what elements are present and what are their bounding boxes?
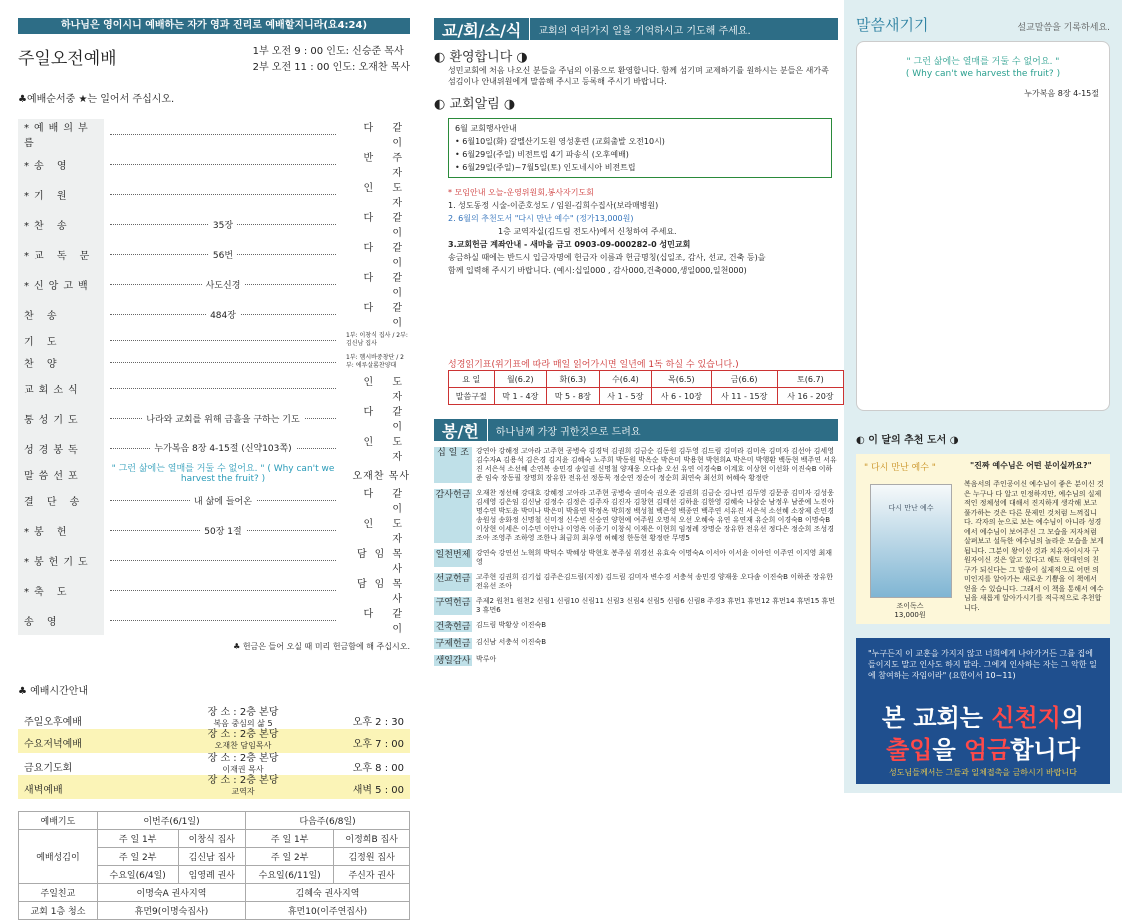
schedule-time: 오후 2 : 30	[352, 717, 404, 728]
welcome-text: 성민교회에 처음 나오신 분들을 주님의 이름으로 환영합니다. 함께 섬기며 교제하기를 원하시는 분들은 새가족 섬김이나 안내위원에게 말씀해 주시고 등록해 주시기 바랍니다.	[448, 66, 829, 86]
order-leader: 다 같 이	[363, 243, 410, 269]
order-label: *송 영	[18, 149, 104, 179]
order-leader: 다 같 이	[363, 213, 410, 239]
offering-row	[434, 621, 838, 632]
order-detail: " 그런 삶에는 열매를 거둘 수 없어요. " ( Why can't we harvest the fruit? )	[104, 463, 342, 485]
order-label: *축 도	[18, 575, 104, 605]
schedule-time: 오후 8 : 00	[352, 763, 404, 774]
offering-names: 주제2 원천1 원천2 신림1 신림10 신림11 신림3 신림4 신림5 신림6 신림8 주경3 휴먼1 휴먼12 휴먼14 휴먼15 휴먼3 휴먼6	[476, 597, 836, 614]
welcome-heading: ◐ 환영합니다 ◑	[434, 50, 528, 65]
schedule-place: 장 소 : 2층 본당 이재권 목사	[207, 753, 279, 774]
order-leader: 인 도 자	[363, 519, 410, 545]
order-leader: 담임목사	[357, 579, 410, 605]
order-leader: 담임목사	[357, 549, 410, 575]
offering-names: 강연아 강해정 고아라 고주현 공병숙 김경덕 김권희 김금순 김동원 김두영 김드림 김미라 김미옥 김미자 김선아 김세영 김수자A 김용석 김은경 김지윤 김혜숙 노주희 박동원 박옥순 박은미 박용현 박현희A 박은미 박행환 백동현 백주연 서유진 서은석 소선혜 손연복 송민경 송일권 신명철 양재웅 오다솜 오선 유연 이경숙B 이계호 이상현 이선화 이진숙B 이하준 임숙 장동필 장명희 장유한 전유선 정동묵 정순연 정순이 정순희 최연숙 최선희 허혜숙 황정란	[476, 447, 837, 482]
service-title: 주일오전예배	[18, 49, 117, 69]
schedule-place: 장 소 : 2층 본당 오재찬 담임목사	[207, 729, 279, 750]
offering-row	[434, 573, 838, 591]
schedule-row	[18, 775, 410, 799]
offering-names: 김신남 서충석 이진숙B	[476, 638, 547, 646]
offering-type: 생일감사	[435, 656, 471, 666]
offering-list	[434, 447, 838, 666]
order-detail	[104, 119, 342, 149]
schedule-name: 새벽예배	[24, 785, 63, 796]
order-label: *교 독 문	[18, 239, 104, 269]
offering-row	[434, 447, 838, 483]
reading-plan: 요 일 월(6.2) 화(6.3) 수(6.4) 목(6.5) 금(6.6) 토(6.7) 말씀구절 막 1 - 4장 막 5 - 8장 사 1 - 5장 사 6 - 10장 사 11 - 15장 사 16 - 20장	[448, 370, 844, 405]
offering-names: 강연숙 강연선 노혁희 박덕수 박혜상 박현호 봉주심 위경선 유효숙 이명숙A 이서아 이서윤 이아인 이주연 이지영 최재영	[476, 549, 832, 566]
offering-names: 고주현 김권희 김기섭 김주은김드림(지정) 김드림 김미자 변수경 서충석 송민경 양재웅 오다솜 이진숙B 이하준 장유한 전유선 조아	[476, 573, 834, 590]
reading-plan-title: 성경읽기표(위기표에 따라 매일 읽어가시면 일년에 1독 하실 수 있습니다.)	[448, 360, 739, 370]
book-author: 조이독스 13,000원	[894, 602, 926, 619]
schedule-place: 장 소 : 2층 본당 교역자	[207, 775, 279, 796]
order-label: 성경봉독	[18, 433, 104, 463]
order-label: *봉헌기도	[18, 545, 104, 575]
order-leader: 반 주 자	[363, 153, 410, 179]
service-time-2: 2부 오전 11 : 00 인도: 오재찬 목사	[252, 62, 410, 73]
sermon-note-header: 말씀새기기 설교말씀을 기록하세요.	[856, 16, 1110, 34]
order-row	[18, 403, 410, 433]
schedule-row	[18, 729, 410, 753]
schedule-time: 새벽 5 : 00	[352, 785, 404, 796]
order-label: 찬 송	[18, 299, 104, 329]
order-row	[18, 149, 410, 179]
offering-row	[434, 655, 838, 666]
offering-bar: 봉/헌 하나님께 가장 귀한것으로 드려요	[434, 419, 838, 441]
order-row	[18, 515, 410, 545]
offering-note: ♣ 헌금은 들어 오실 때 미리 헌금함에 해 주십시오.	[233, 642, 410, 651]
order-label: 통성기도	[18, 403, 104, 433]
order-label: 결 단 송	[18, 485, 104, 515]
order-leader: 인 도 자	[363, 183, 410, 209]
worship-order	[18, 119, 410, 635]
offering-row	[434, 489, 838, 543]
order-label: 찬 양	[18, 351, 104, 373]
news-column	[424, 0, 844, 793]
service-header	[18, 44, 410, 76]
order-leader: 다 같 이	[363, 273, 410, 299]
order-detail: 사도신경	[104, 269, 342, 299]
order-detail: 누가복음 8장 4-15절 (신약103쪽)	[104, 433, 342, 463]
order-detail: 56번	[104, 239, 342, 269]
order-label: *신앙고백	[18, 269, 104, 299]
order-detail: 484장	[104, 299, 342, 329]
order-leader: 오재찬 목사	[352, 470, 410, 482]
order-leader: 다 같 이	[363, 123, 410, 149]
order-leader: 다 같 이	[363, 407, 410, 433]
order-leader: 다 같 이	[363, 489, 410, 515]
order-row	[18, 119, 410, 149]
order-label: *예배의부름	[18, 119, 104, 149]
order-label: 말씀선포	[18, 463, 104, 485]
offering-row	[434, 638, 838, 649]
order-leader: 다 같 이	[363, 609, 410, 635]
order-label: 기 도	[18, 329, 104, 351]
side-column	[844, 0, 1122, 793]
order-row	[18, 605, 410, 635]
offering-type: 선교헌금	[434, 573, 472, 591]
order-row	[18, 329, 410, 351]
offering-type: 구제헌금	[435, 639, 471, 649]
order-row	[18, 373, 410, 403]
book-cover-image: 다시 만난 예수	[870, 484, 952, 598]
order-row	[18, 269, 410, 299]
news-bar: 교/회/소/식 교회의 여러가지 일을 기억하시고 기도해 주세요.	[434, 18, 838, 40]
schedule-time: 오후 7 : 00	[352, 739, 404, 750]
order-label: 송 영	[18, 605, 104, 635]
order-detail: 내 삶에 들어온	[104, 485, 342, 515]
offering-row	[434, 597, 838, 615]
order-row	[18, 485, 410, 515]
order-row	[18, 239, 410, 269]
order-detail	[104, 545, 342, 575]
order-label: *찬 송	[18, 209, 104, 239]
order-detail: 나라와 교회를 위해 금흘을 구하는 기도	[104, 403, 342, 433]
order-label: *기 원	[18, 179, 104, 209]
order-row	[18, 179, 410, 209]
duty-table: 예배기도 이번주(6/1일) 다음주(6/8일) 예배성김이 주 일 1부 이창식 집사 주 일 1부 이정희B 집사 주 일 2부 김신남 집사 주 일 2부 김정원 집사 수요일(6/4일) 임영례 권사 수요일(6/11일) 주신자 권사 주일친교 이명숙A 권사지역 김혜숙 권사지역 교회 1층 청소 휴먼9(이명숙집사) 휴먼10(이주연집사)	[18, 811, 410, 920]
order-row	[18, 209, 410, 239]
order-leader: 인 도 자	[363, 437, 410, 463]
order-detail	[104, 329, 342, 351]
offering-type: 십 일 조	[434, 447, 472, 483]
book-description: 복음서의 주인공이신 예수님이 좋은 분이신 것은 누구나 다 알고 인정하지만, 예수님의 실제적인 정체성에 대해서 진지하게 생각해 보고 풀가하는 것은 다른 문제인 것처럼 느껴집니다. 각자의 눈으로 보는 예수님이 아니라 성경에서 예수님이 보여주신 그 모습을 저자처럼 살펴보고 설득한 예수님의 놀라운 모습을 보게 됩니다. 그분이 왕이신 것과 치유자이시자 구원자이신 것은 알고 있다고 해도 현대인의 친구가 되신다는 그 말씀이 실제적으로 어떤 의미인지를 알아가는 새로운 기쁨을 이 책에서 얻을 수 있습니다. 그래서 이 책을 통해서 예수님을 새롭게 알아가시기를 적극적으로 추천합니다.	[964, 480, 1104, 612]
order-label: 교회소식	[18, 373, 104, 403]
order-row	[18, 351, 410, 373]
order-row	[18, 299, 410, 329]
schedule-name: 금요기도회	[24, 763, 73, 774]
order-detail	[104, 179, 342, 209]
order-leader: 1부: 헴시바중창단 / 2부: 에루살롬찬양대	[346, 354, 404, 369]
order-detail	[104, 373, 342, 403]
order-detail	[104, 575, 342, 605]
schedule-row	[18, 753, 410, 775]
order-row	[18, 463, 410, 485]
offering-type: 구역헌금	[434, 597, 472, 615]
offering-names: 박루아	[476, 655, 497, 663]
schedule-title: ♣ 예배시간안내	[18, 686, 89, 697]
order-detail: 50장 1절	[104, 515, 342, 545]
offering-names: 오재찬 정선해 강대호 강혜정 고아라 고주현 공병숙 권미숙 권오준 김권희 김금순 김나연 김두영 김문종 김미자 김성웅 김세영 김은임 김신남 김정수 김정은 김주자 김진자 김창현 김태선 김하윤 김한영 김혜숙 나삼순 남정우 남준예 노진아 명수연 박도윤 박미나 박은미 박을연 박정옥 박희정 백성철 백은영 백종연 백주연 서유진 서은석 소선혜 소장제 손민경 송원성 송화정 신명철 신미정 신수빈 신승연 양현예 여주원 오명석 오선 오혜숙 유연 유연재 유순희 이경숙B 이명숙B 이상현 이세은 이수민 이안나 이영옥 이종기 이창식 이재은 이현희 임정례 장명순 장유한 전유선 정다은 정순희 조성경 조아 조영주 조하영 조한나 최금희 최우영 허혜정 한동현 황정란 무명5	[476, 489, 834, 542]
schedule-place: 장 소 : 2층 본당 복음 중심의 삶 5	[207, 707, 279, 728]
order-row	[18, 575, 410, 605]
worship-column	[0, 0, 424, 917]
event-box: 6월 교회행사안내 • 6월10일(화) 갈멜산기도원 영성훈련 (교회출발 오전10시) • 6월29일(주일) 비전트립 4기 파송식 (오후예배) • 6월29일(주일)~7월5일(토) 인도네시아 비전트립	[448, 118, 832, 178]
service-times	[253, 44, 410, 76]
offering-names: 김드림 박황상 이진숙B	[476, 621, 547, 629]
schedule-name: 주일오후예배	[24, 717, 82, 728]
order-leader: 1부: 이창식 집사 / 2부: 김신남 집사	[346, 332, 408, 347]
verse-banner: 하나님은 영이시니 예배하는 자가 영과 진리로 예배할지니라(요4:24)	[18, 18, 410, 34]
order-label: *봉 헌	[18, 515, 104, 545]
book-section-title: ◐ 이 달의 추천 도서 ◑	[856, 435, 959, 446]
warning-ad: "누구든지 이 교훈을 가지지 않고 너희에게 나아가거든 그를 집에 들이지도 말고 인사도 하지 말라. 그에게 인사하는 자는 그 악한 일에 참여하는 자임이라" (요한이서 10~11) 본 교회는 신천지의 출입을 엄금합니다 성도님들께서는 그들과 일체접촉을 금하시기 바랍니다	[856, 638, 1110, 784]
order-detail: 35장	[104, 209, 342, 239]
schedule-name: 수요저녁예배	[24, 739, 82, 750]
order-detail	[104, 149, 342, 179]
order-leader: 다 같 이	[363, 303, 410, 329]
sermon-note-box[interactable]: " 그런 삶에는 열매를 거둘 수 없어요. " ( Why can't we harvest the fruit? ) 누가복음 8장 4-15절	[856, 41, 1110, 411]
notice-heading: ◐ 교회알림 ◑	[434, 97, 516, 112]
order-row	[18, 545, 410, 575]
service-time-1: 1부 오전 9 : 00 인도: 신승준 목사	[252, 46, 404, 57]
order-row	[18, 433, 410, 463]
offering-row	[434, 549, 838, 567]
stand-note: ♣예배순서중 ★는 일어서 주십시오.	[18, 94, 175, 105]
offering-type: 건축헌금	[435, 622, 471, 632]
order-detail	[104, 605, 342, 635]
offering-type: 감사헌금	[434, 489, 472, 543]
book-card: " 다시 만난 예수 " "진짜 예수님은 어떤 분이실까요?" 다시 만난 예수 조이독스 13,000원 복음서의 주인공이신 예수님이 좋은 분이신 것은 누구나 다 알고 인정하지만, 예수님의 실제적인 정체성에 대해서 진지하게 생각해 보고 풀가하는 것은 다른 문제인 것처럼 느껴집니다. 각자의 눈으로 보는 예수님이 아니라 성경에서 예수님이 보여주신 그 모습을 저자처럼 살펴보고 설득한 예수님의 놀라운 모습을 보게 됩니다. 그분이 왕이신 것과 치유자이시자 구원자이신 것은 알고 있다고 해도 현대인의 친구가 되신다는 그 말씀이 실제적으로 어떤 의미인지를 알아가는 새로운 기쁨을 이 책에서 얻을 수 있습니다. 그래서 이 책을 통해서 예수님을 새롭게 알아가시기를 적극적으로 추천합니다.	[856, 454, 1110, 624]
news-list: * 모임안내 오늘-운영위원회,봉사자기도회 1. 성도동정 시술-이준호성도 / 임원-김희수집사(보라매병원) 2. 6월의 추천도서 "다시 만난 예수" (정가13,000원) 1층 교역자실(김드림 전도사)에서 신청하여 주세요. 3.교회헌금 계좌안내 - 새마을 금고 0903-09-000282-0 성민교회 송금하실 때에는 반드시 입금자명에 헌금자 이름과 헌금명칭(십일조, 감사, 선교, 건축 등)을 함께 입력해 주시기 바랍니다. (예시:십일000 , 감사000,건축000,생일000,일천000)	[448, 188, 766, 275]
order-detail	[104, 351, 342, 373]
order-leader: 인 도 자	[363, 377, 410, 403]
offering-type: 일천번제	[434, 549, 472, 567]
schedule-row	[18, 707, 410, 729]
schedule-list	[18, 707, 410, 799]
